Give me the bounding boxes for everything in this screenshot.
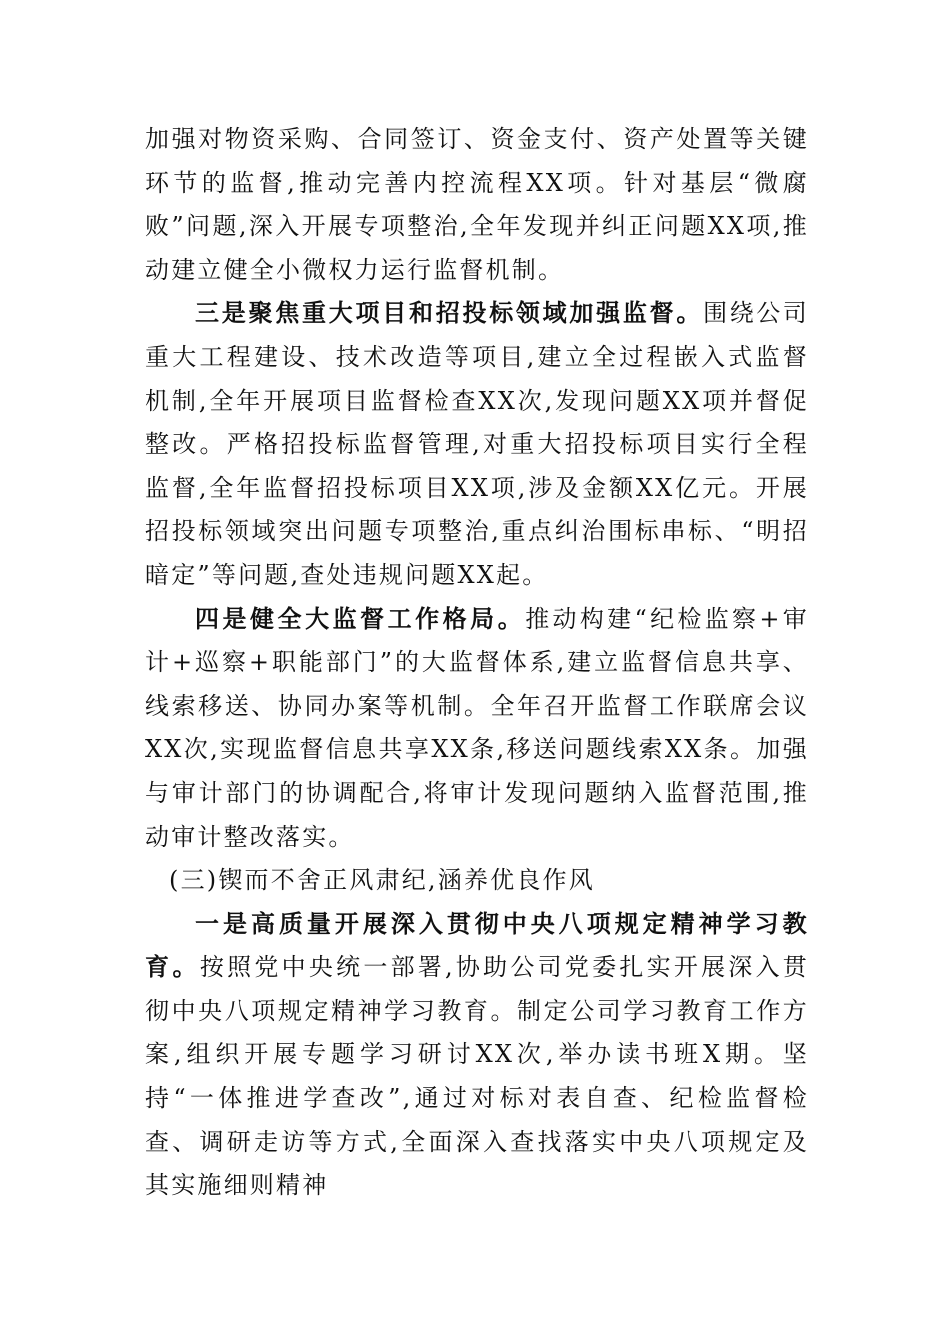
document-page [145, 118, 809, 1208]
paragraph-internal-control [145, 118, 809, 292]
paragraph-text: 加强对物资采购、合同签订、资金支付、资产处置等关键环节的监督,推动完善内控流程XX项。针对基层“微腐败”问题,深入开展专项整治,全年发现并纠正问题XX项,推动建立健全小微权力运行监督机制。 [145, 125, 809, 284]
paragraph-lead: 三是聚焦重大项目和招投标领域加强监督。 [195, 299, 704, 328]
paragraph-supervision-pattern [145, 598, 809, 860]
paragraph-text: 围绕公司重大工程建设、技术改造等项目,建立全过程嵌入式监督机制,全年开展项目监督检查XX次,发现问题XX项并督促整改。严格招投标监督管理,对重大招投标项目实行全程监督,全年监督招投标项目XX项,涉及金额XX亿元。开展招投标领域突出问题专项整治,重点纠治围标串标、“明招暗定”等问题,查处违规问题XX起。 [145, 299, 809, 589]
paragraph-lead: 一是高质量开展深入贯彻中央八项规定精神学习教育。 [145, 909, 809, 982]
paragraph-text: 按照党中央统一部署,协助公司党委扎实开展深入贯彻中央八项规定精神学习教育。制定公司学习教育工作方案,组织开展专题学习研讨XX次,举办读书班X期。坚持“一体推进学查改”,通过对标对表自查、纪检监督检查、调研走访等方式,全面深入查找落实中央八项规定及其实施细则精神 [145, 953, 809, 1200]
paragraph-lead: 四是健全大监督工作格局。 [195, 604, 526, 633]
paragraph-eight-regulations [145, 903, 809, 1208]
paragraph-text: 推动构建“纪检监察+审计+巡察+职能部门”的大监督体系,建立监督信息共享、线索移送、协同办案等机制。全年召开监督工作联席会议XX次,实现监督信息共享XX条,移送问题线索XX条。加强与审计部门的协调配合,将审计发现问题纳入监督范围,推动审计整改落实。 [145, 604, 809, 851]
section-heading: (三)锲而不舍正风肃纪,涵养优良作风 [169, 866, 595, 895]
paragraph-major-projects [145, 292, 809, 597]
